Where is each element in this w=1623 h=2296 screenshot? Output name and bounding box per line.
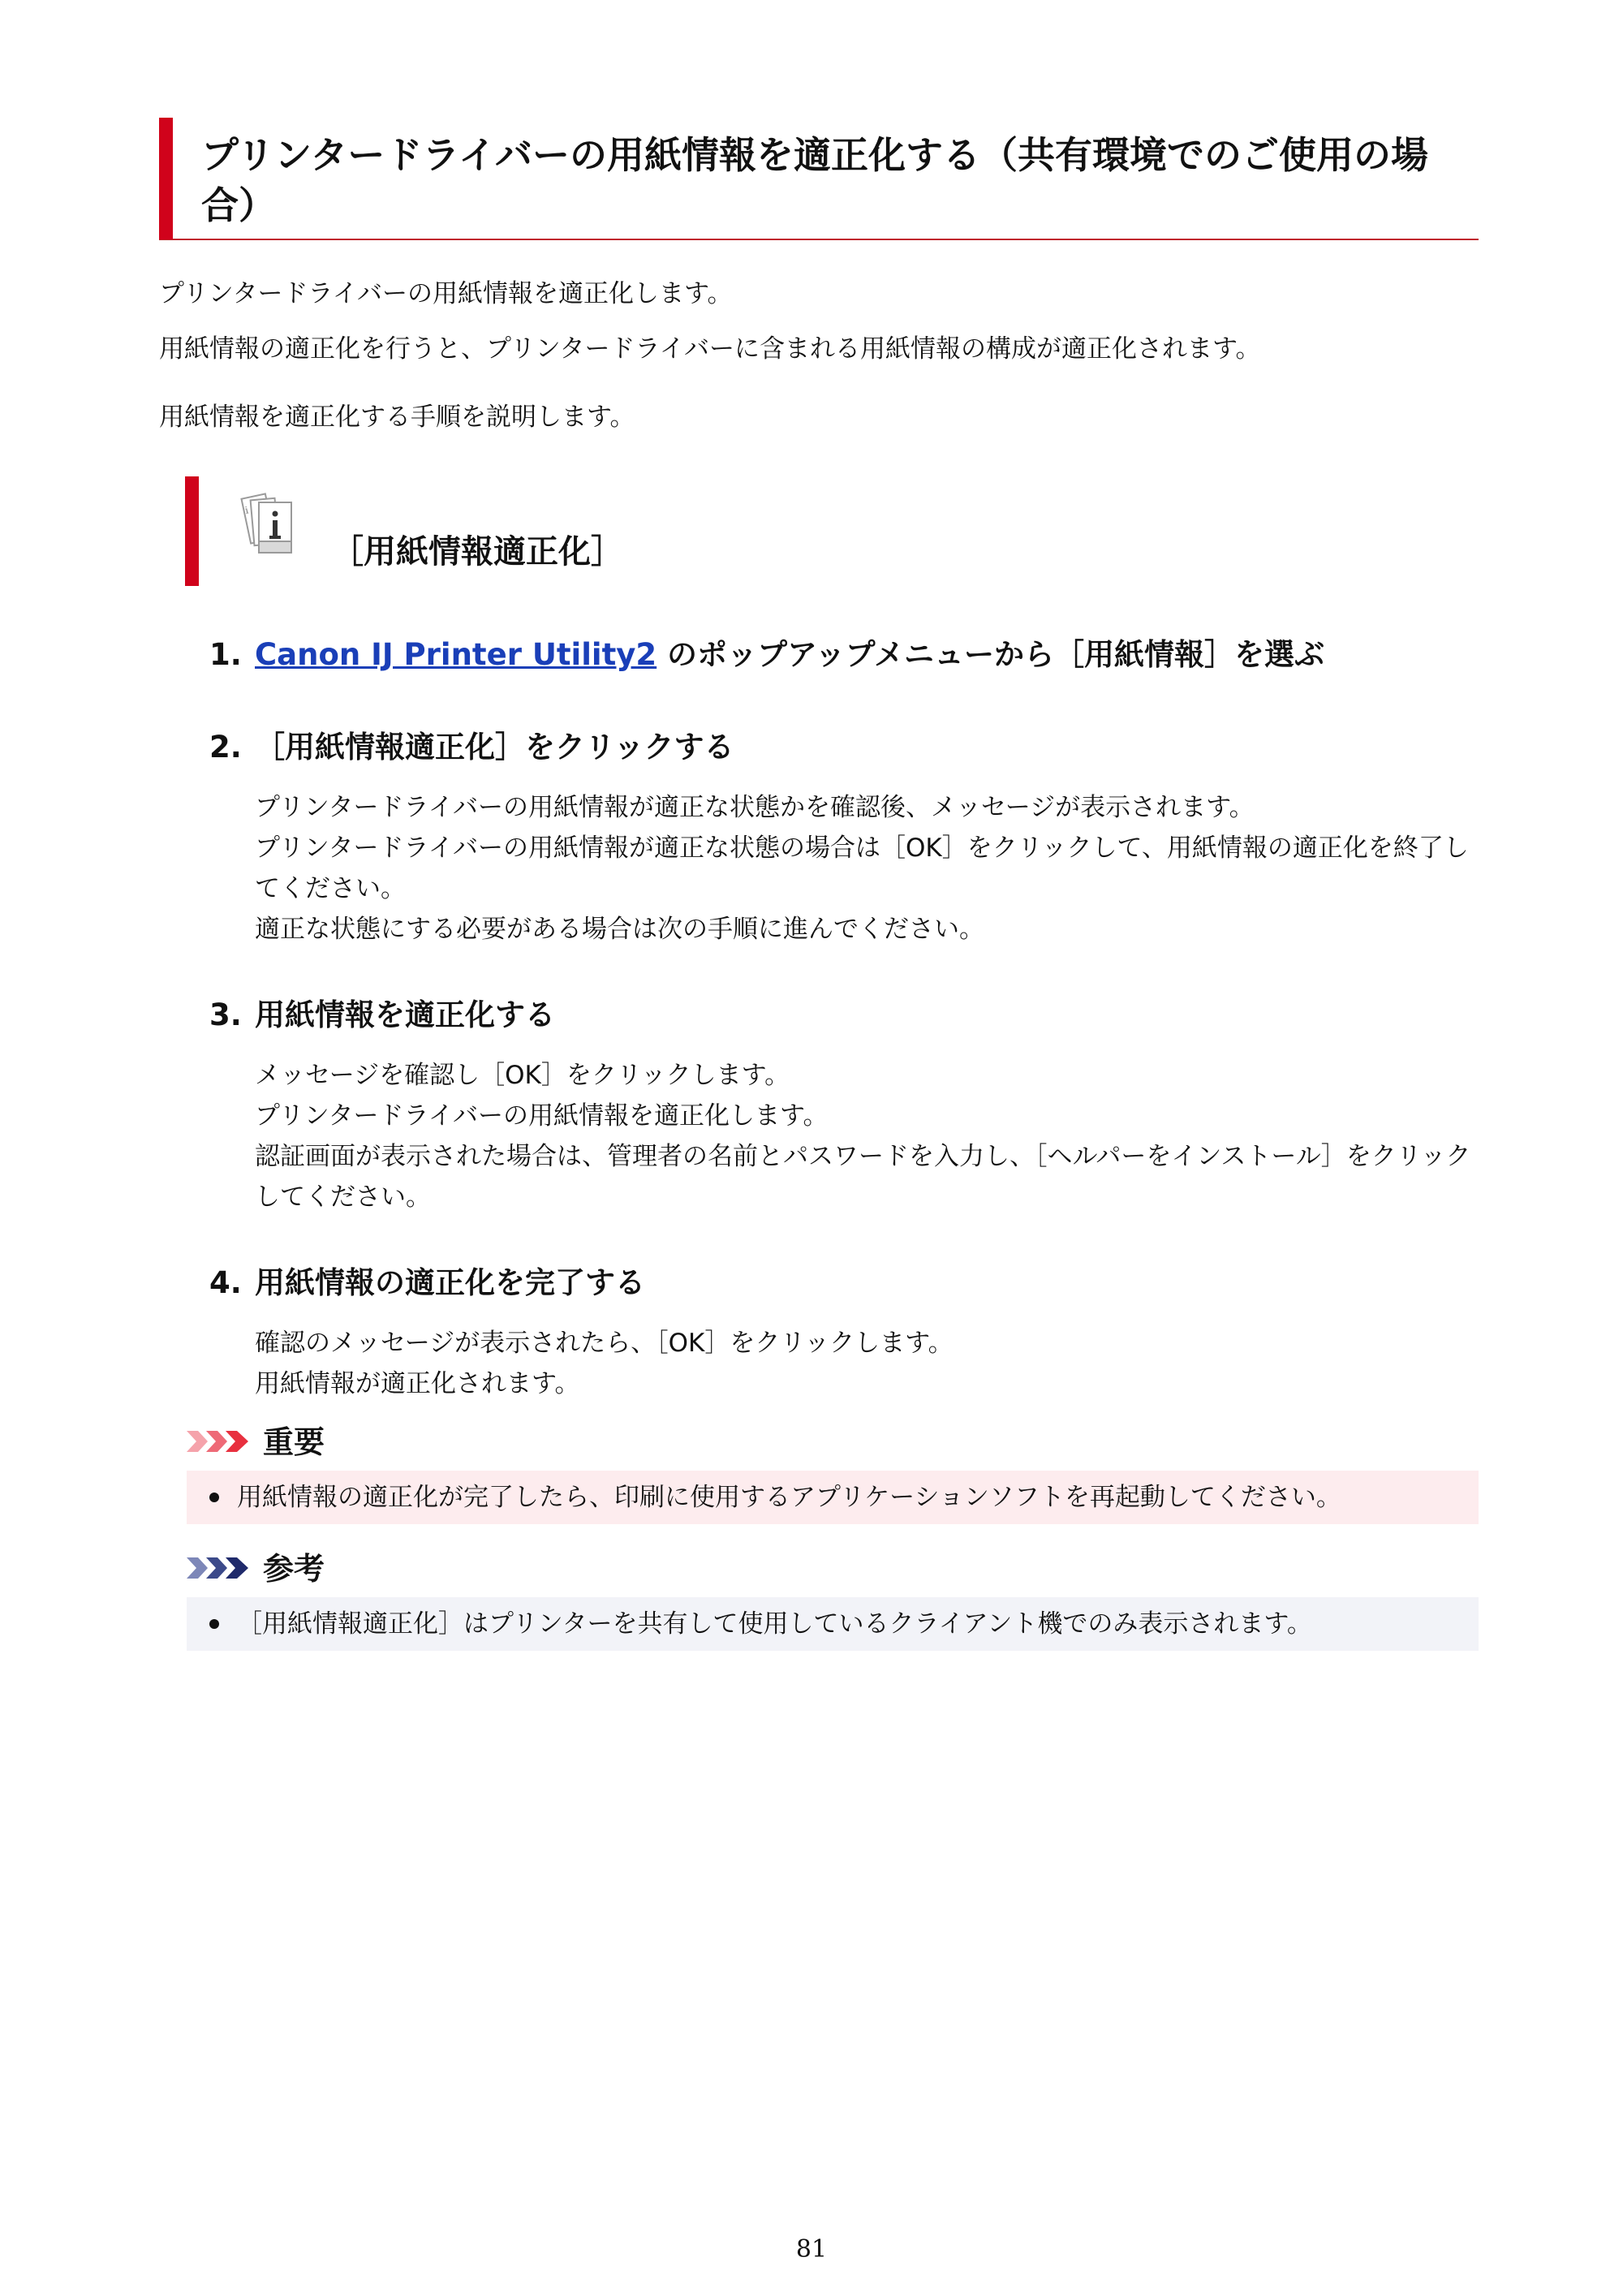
reference-item: ［用紙情報適正化］はプリンターを共有して使用しているクライアント機でのみ表示されます。 xyxy=(237,1609,1312,1639)
svg-text:i: i xyxy=(243,504,250,516)
page-title-block xyxy=(159,118,1479,240)
important-item: 用紙情報の適正化が完了したら、印刷に使用するアプリケーションソフトを再起動してください。 xyxy=(237,1483,1341,1512)
page-number: 81 xyxy=(795,2235,828,2264)
information-document-icon xyxy=(228,491,309,564)
step-3-line-1: メッセージを確認し［OK］をクリックします。 xyxy=(255,1061,790,1090)
important-box xyxy=(187,1471,1479,1524)
step-1-title-text: のポップアップメニューから［用紙情報］を選ぶ xyxy=(657,637,1324,672)
step-number: 3. xyxy=(209,997,242,1032)
step-4-body xyxy=(255,1323,1479,1404)
step-2-body xyxy=(255,787,1479,950)
page-title: プリンタードライバーの用紙情報を適正化する（共有環境でのご使用の場合） xyxy=(201,133,1429,227)
step-3-title-text: 用紙情報を適正化する xyxy=(255,997,555,1032)
intro-line-1: プリンタードライバーの用紙情報を適正化します。 xyxy=(159,279,733,308)
step-4-title xyxy=(209,1263,645,1303)
step-4-title-text: 用紙情報の適正化を完了する xyxy=(255,1265,645,1300)
step-2-line-3: 適正な状態にする必要がある場合は次の手順に進んでください。 xyxy=(255,915,984,944)
step-3-body xyxy=(255,1055,1479,1217)
intro-line-3: 用紙情報を適正化する手順を説明します。 xyxy=(159,403,635,432)
step-number: 4. xyxy=(209,1265,242,1300)
reference-box xyxy=(187,1597,1479,1651)
red-chevrons-icon xyxy=(187,1429,252,1454)
step-1-title xyxy=(209,635,1324,675)
bullet-icon xyxy=(209,1493,219,1502)
important-heading-text: 重要 xyxy=(263,1424,325,1460)
step-3-line-2: プリンタードライバーの用紙情報を適正化します。 xyxy=(255,1101,829,1131)
step-3-title xyxy=(209,995,555,1036)
reference-heading xyxy=(187,1549,325,1589)
step-4-line-1: 確認のメッセージが表示されたら、［OK］をクリックします。 xyxy=(255,1329,954,1358)
section-title: ［用紙情報適正化］ xyxy=(331,533,623,571)
step-2-line-1: プリンタードライバーの用紙情報が適正な状態かを確認後、メッセージが表示されます。 xyxy=(255,793,1255,822)
step-2-title-text: ［用紙情報適正化］をクリックする xyxy=(255,730,734,765)
bullet-icon xyxy=(209,1619,219,1629)
step-number: 1. xyxy=(209,637,242,672)
step-3-line-3: 認証画面が表示された場合は、管理者の名前とパスワードを入力し、［ヘルパーをインストール］をクリックしてください。 xyxy=(255,1142,1471,1212)
step-number: 2. xyxy=(209,730,242,765)
navy-chevrons-icon xyxy=(187,1556,252,1580)
intro-line-2: 用紙情報の適正化を行うと、プリンタードライバーに含まれる用紙情報の構成が適正化されます。 xyxy=(159,334,1261,364)
title-accent-bar xyxy=(159,118,173,239)
step-4-line-2: 用紙情報が適正化されます。 xyxy=(255,1369,580,1398)
section-accent-bar xyxy=(185,476,199,586)
important-heading xyxy=(187,1422,325,1462)
step-2-line-2: プリンタードライバーの用紙情報が適正な状態の場合は［OK］をクリックして、用紙情報の適正化を終了してください。 xyxy=(255,834,1469,903)
section-heading xyxy=(185,476,915,586)
step-2-title xyxy=(209,727,734,768)
reference-heading-text: 参考 xyxy=(263,1551,325,1587)
canon-ij-printer-utility2-link[interactable]: Canon IJ Printer Utility2 xyxy=(255,637,657,672)
